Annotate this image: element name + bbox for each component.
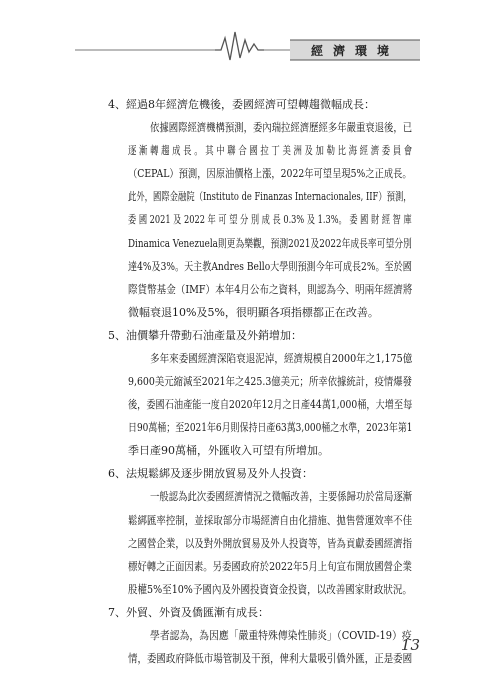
paragraph-line: 依據國際經濟機構預測，委內瑞拉經濟歷經多年嚴重衰退後，已 xyxy=(150,121,413,135)
paragraph-line: 股權5%至10%予國內及外國投資資金投資，以改善國家財政狀況。 xyxy=(128,582,412,596)
paragraph-line: 微幅衰退10%及5%，很明顯各項指標都正在改善。 xyxy=(128,305,379,319)
paragraph-line: 鬆綁匯率控制，並採取部分市場經濟自由化措施、拋售營運效率不佳 xyxy=(128,513,413,527)
paragraph-line: 此外，國際金融院（Instituto de Finanzas Internacionales, IIF）預測， xyxy=(128,190,412,204)
paragraph-line: 多年來委國經濟深陷衰退泥淖，經濟規模自2000年之1,175億 xyxy=(150,351,413,365)
paragraph-line: 後，委國石油產能一度自2020年12月之日產44萬1,000桶，大增至每 xyxy=(128,398,413,412)
paragraph-line: （CEPAL）預測，因原油價格上漲，2022年可望呈現5%之正成長。 xyxy=(128,167,412,181)
paragraph-line: 逐 漸 轉 趨 成 長 。 其 中 聯 合 國 拉 丁 美 洲 及 加 勒 比 海 經 濟 委 員 會 xyxy=(128,144,413,158)
paragraph-line: 際貨幣基金（IMF）本年4月公布之資料，則認為今、明兩年經濟將 xyxy=(128,282,413,296)
section-6-heading: 6、法規鬆綁及逐步開放貿易及外人投資： xyxy=(108,467,313,481)
section-5-heading: 5、油價攀升帶動石油產量及外銷增加： xyxy=(108,328,302,342)
paragraph-line: 委 國 2021 及 2022 年 可 望 分 別 成 長 0.3% 及 1.3%。 委 國 財 經 智 庫 xyxy=(128,213,412,227)
paragraph-line: 9,600美元縮減至2021年之425.3億美元；所幸依據統計，疫情爆發 xyxy=(128,375,413,388)
section-7-heading: 7、外貿、外資及僑匯漸有成長： xyxy=(108,605,269,619)
paragraph-line: Dinamica Venezuela則更為樂觀，預測2021及2022年成長率可望分別 xyxy=(128,236,412,250)
paragraph-line: 標好轉之正面因素。另委國政府於2022年5月上旬宣布開放國營企業 xyxy=(128,559,412,573)
paragraph-line: 學者認為，為因應「嚴重特殊傳染性肺炎」（COVID-19）疫 xyxy=(150,628,412,642)
header-title: 經濟環境 xyxy=(310,43,399,58)
paragraph-line: 一般認為此次委國經濟情況之微幅改善，主要係歸功於當局逐漸 xyxy=(150,490,413,504)
paragraph-line: 達4%及3%。天主教Andres Bello大學則預測今年可成長2%。至於國 xyxy=(128,259,412,273)
paragraph-line: 季日產90萬桶，外匯收入可望有所增加。 xyxy=(128,444,329,458)
section-4-heading: 4、經過8年經濟危機後，委國經濟可望轉趨微幅成長： xyxy=(108,98,375,111)
paragraph-line: 之國營企業，以及對外開放貿易及外人投資等，皆為貢獻委國經濟指 xyxy=(128,536,413,550)
page-number: 13 xyxy=(400,636,420,654)
paragraph-line: 日90萬桶；至2021年6月則保持日產63萬3,000桶之水準，2023年第1 xyxy=(128,421,413,435)
paragraph-line: 情，委國政府降低市場管制及干預，俾利大量吸引僑外匯，正是委國 xyxy=(128,652,413,665)
